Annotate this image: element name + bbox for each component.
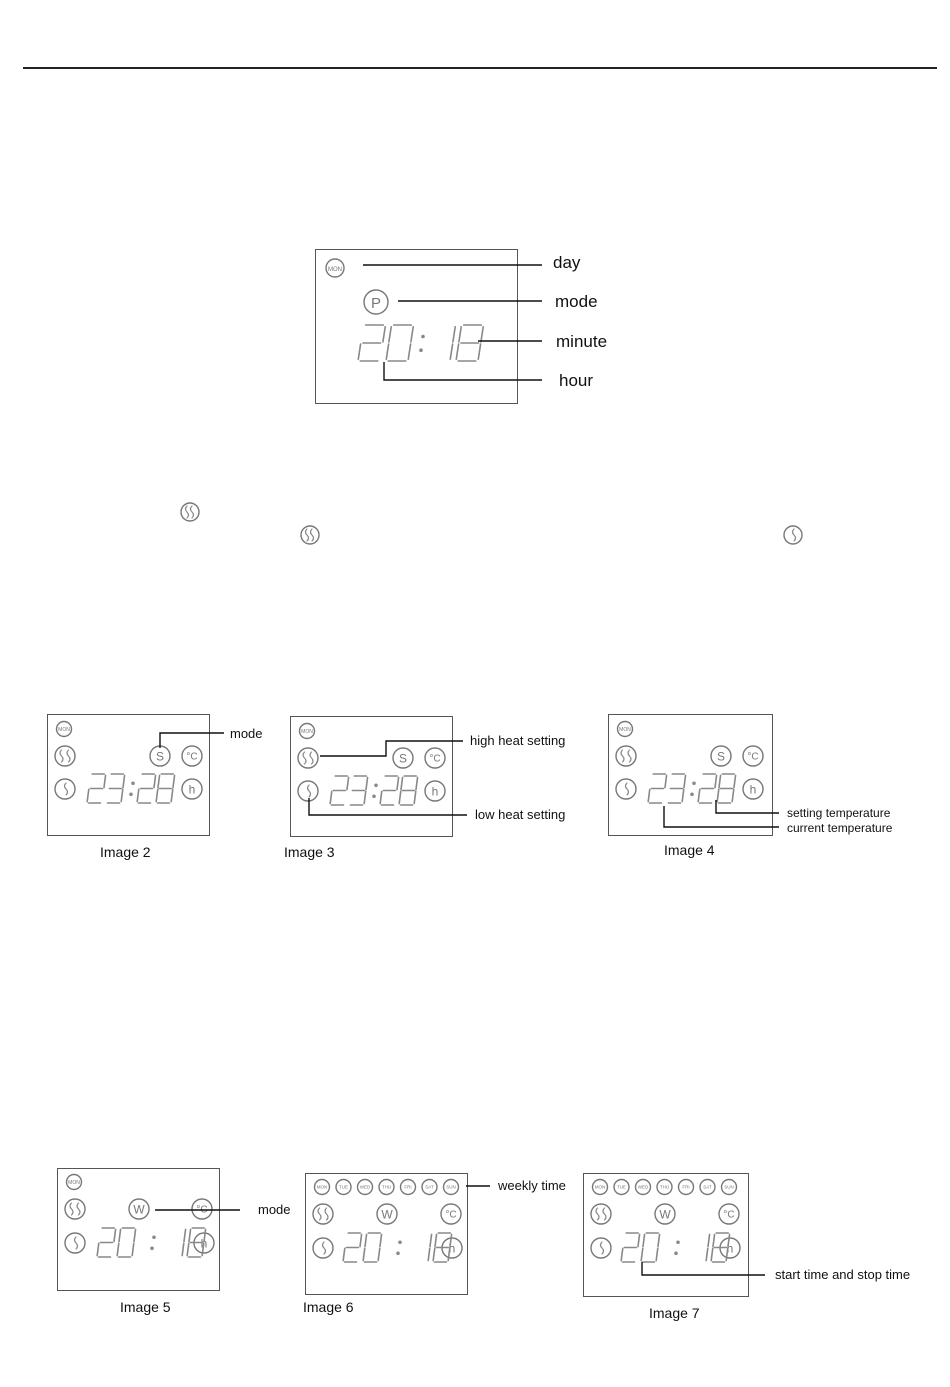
digit (117, 1228, 135, 1257)
label-current-temp: current temperature (787, 821, 893, 835)
caption-image-7: Image 7 (649, 1305, 700, 1321)
day-icon-thu (657, 1180, 672, 1195)
high-heat-icon (591, 1204, 611, 1224)
digit (97, 1228, 115, 1257)
day-icon-tue (614, 1180, 629, 1195)
digit-segment (706, 1248, 708, 1260)
caption-image-3: Image 3 (284, 844, 335, 860)
digit-segment (134, 1229, 136, 1241)
svg-text:°C: °C (747, 751, 759, 763)
label-mode-5: mode (258, 1202, 291, 1217)
svg-text:FRI: FRI (682, 1184, 690, 1190)
day-icon-mon (593, 1180, 608, 1195)
svg-text:W: W (659, 1207, 671, 1222)
svg-text:h: h (749, 782, 757, 797)
svg-text:W: W (381, 1207, 393, 1222)
day-icon-fri (401, 1180, 416, 1195)
caption-image-6: Image 6 (303, 1299, 354, 1315)
svg-text:MON: MON (68, 1179, 80, 1186)
svg-text:S: S (398, 751, 408, 766)
digit-segment (656, 1248, 658, 1260)
digit-segment (621, 1248, 623, 1260)
digit (343, 1233, 361, 1262)
celsius-icon (719, 1204, 739, 1224)
digit-segment (114, 1229, 116, 1241)
digit-segment (641, 1248, 643, 1260)
digit-segment (380, 1234, 382, 1246)
caption-image-5: Image 5 (120, 1299, 171, 1315)
label-mode: mode (555, 292, 598, 311)
svg-text:WED: WED (637, 1184, 649, 1190)
svg-text:°C: °C (186, 751, 198, 763)
svg-text:h: h (188, 782, 196, 797)
digit (182, 1229, 185, 1255)
colon-dot (150, 1247, 154, 1251)
colon-dot (396, 1252, 400, 1256)
svg-text:FRI: FRI (404, 1184, 412, 1190)
digit-segment (713, 1234, 715, 1246)
svg-text:THU: THU (381, 1184, 392, 1190)
digit-segment (711, 1248, 713, 1260)
digit-segment (360, 1234, 362, 1246)
svg-text:°C: °C (429, 753, 441, 765)
digit-segment (97, 1243, 99, 1255)
digit (711, 1233, 729, 1262)
day-icon-wed (358, 1180, 373, 1195)
digit-segment (433, 1248, 435, 1260)
svg-text:h: h (448, 1241, 456, 1256)
svg-text:SAT: SAT (703, 1184, 712, 1190)
low-heat-icon (313, 1238, 333, 1258)
digit-segment (365, 1234, 367, 1246)
digit-segment (343, 1248, 345, 1260)
svg-text:°C: °C (723, 1209, 735, 1221)
day-icon-mon (315, 1180, 330, 1195)
digit-segment (430, 1234, 432, 1246)
svg-text:THU: THU (659, 1184, 670, 1190)
celsius-icon (192, 1199, 212, 1219)
digit-segment (184, 1229, 186, 1241)
svg-text:MON: MON (619, 726, 631, 733)
svg-text:S: S (716, 749, 726, 764)
day-icon-sat (700, 1180, 715, 1195)
label-minute: minute (556, 332, 608, 351)
svg-text:SAT: SAT (425, 1184, 434, 1190)
day-icon-sun (722, 1180, 737, 1195)
svg-text:S: S (155, 749, 165, 764)
low-heat-icon (65, 1233, 85, 1253)
digit-segment (189, 1229, 191, 1241)
svg-text:W: W (133, 1202, 145, 1217)
svg-text:MON: MON (316, 1184, 328, 1190)
label-high-heat: high heat setting (470, 733, 566, 748)
colon-dot (676, 1240, 680, 1244)
svg-text:SUN: SUN (446, 1184, 456, 1190)
high-heat-icon (65, 1199, 85, 1219)
digit-segment (643, 1234, 645, 1246)
svg-text:TUE: TUE (339, 1184, 348, 1190)
digit-segment (428, 1248, 430, 1260)
digit-segment (708, 1234, 710, 1246)
digit-segment (363, 1248, 365, 1260)
digit-segment (378, 1248, 380, 1260)
digit-segment (117, 1243, 119, 1255)
digit (621, 1233, 639, 1262)
colon-dot (398, 1240, 402, 1244)
svg-text:°C: °C (445, 1209, 457, 1221)
digit (187, 1228, 205, 1257)
day-icon-thu (379, 1180, 394, 1195)
label-setting-temp: setting temperature (787, 806, 891, 820)
digit (706, 1234, 709, 1260)
svg-text:WED: WED (359, 1184, 371, 1190)
celsius-icon (441, 1204, 461, 1224)
digit (641, 1233, 659, 1262)
day-icon (67, 1175, 82, 1190)
label-low-heat: low heat setting (475, 807, 566, 822)
caption-image-2: Image 2 (100, 844, 151, 860)
digit (433, 1233, 451, 1262)
svg-text:MON: MON (301, 728, 313, 735)
digit-segment (119, 1229, 121, 1241)
day-icon-tue (336, 1180, 351, 1195)
digit-segment (132, 1243, 134, 1255)
day-icon-sun (444, 1180, 459, 1195)
low-heat-icon (591, 1238, 611, 1258)
digit-segment (658, 1234, 660, 1246)
svg-text:h: h (200, 1236, 208, 1251)
caption-image-4: Image 4 (664, 842, 715, 858)
day-icon-fri (679, 1180, 694, 1195)
mode-icon (129, 1199, 149, 1219)
svg-text:MON: MON (58, 726, 70, 733)
svg-text:MON: MON (594, 1184, 606, 1190)
mode-icon (377, 1204, 397, 1224)
day-icon-wed (636, 1180, 651, 1195)
svg-text:SUN: SUN (724, 1184, 734, 1190)
digit-segment (638, 1234, 640, 1246)
mode-icon (655, 1204, 675, 1224)
label-start-stop: start time and stop time (775, 1267, 911, 1282)
svg-text:P: P (370, 295, 382, 312)
label-day: day (553, 253, 581, 272)
digit-segment (187, 1243, 189, 1255)
label-hour: hour (559, 371, 594, 390)
svg-text:h: h (431, 784, 439, 799)
label-weekly-time: weekly time (498, 1178, 566, 1193)
digit (363, 1233, 381, 1262)
day-icon-sat (422, 1180, 437, 1195)
svg-text:h: h (726, 1241, 734, 1256)
high-heat-icon (313, 1204, 333, 1224)
digit (428, 1234, 431, 1260)
label-mode-2: mode (230, 726, 263, 741)
colon-dot (674, 1252, 678, 1256)
svg-text:MON: MON (328, 267, 342, 273)
digit-segment (435, 1234, 437, 1246)
colon-dot (152, 1235, 156, 1239)
digit-segment (182, 1243, 184, 1255)
svg-text:°C: °C (196, 1204, 208, 1216)
svg-text:TUE: TUE (617, 1184, 626, 1190)
